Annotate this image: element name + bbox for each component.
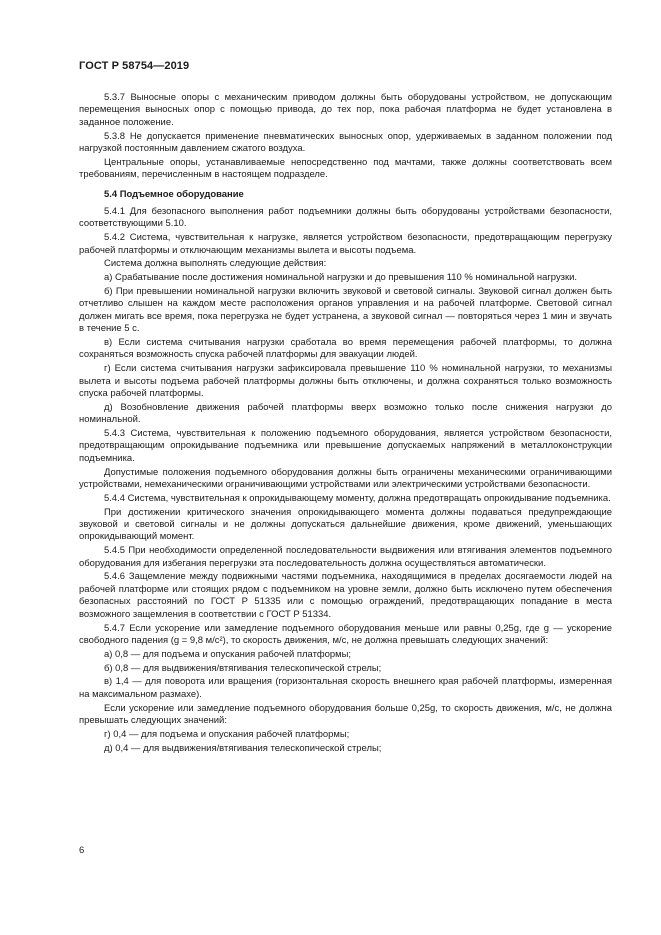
page-number: 6 (79, 845, 85, 856)
clause-5-4-6: 5.4.6 Защемление между подвижными частями подъемника, находящимися в пределах досягаемости людей на рабочей платформе или стоящих рядом с подъемником на уровне земли, должно быть исключено путем обеспечения безопасных расстояний по ГОСТ Р 51335 или с помощью ограждений, предотвращающих попадание в места возможного защемления в соответствии с ГОСТ Р 51334. (79, 571, 612, 620)
clause-5-4-7: 5.4.7 Если ускорение или замедление подъемного оборудования меньше или равны 0,25g, где g — ускорение свободного падения (g = 9,8 м/с²), то скорость движения, м/с, не должна превышать следующих значений: (79, 622, 612, 646)
clause-5-3-8: 5.3.8 Не допускается применение пневматических выносных опор, удерживаемых в заданном положении под нагрузкой постоянным давлением сжатого воздуха. (79, 130, 612, 155)
clause-5-4-3: 5.4.3 Система, чувствительная к положению подъемного оборудования, является устройством безопасности, предотвращающим опрокидывание подъемника или превышение допускаемых напряжений в металлоконструкции подъемника. (79, 428, 612, 464)
body-text (79, 92, 612, 756)
standard-id-header: ГОСТ Р 58754—2019 (79, 60, 190, 72)
list-item: в) 1,4 — для поворота или вращения (горизонтальная скорость внешнего края рабочей платформы, измеренная на максимальном размахе). (79, 676, 612, 700)
list-item: д) 0,4 — для выдвижения/втягивания телескопической стрелы; (104, 742, 382, 754)
list-item: б) 0,8 — для выдвижения/втягивания телескопической стрелы; (104, 662, 382, 674)
list-item: д) Возобновление движения рабочей платформы вверх возможно только после снижения нагрузки до номинальной. (79, 401, 612, 426)
clause-5-4-5: 5.4.5 При необходимости определенной последовательности выдвижения или втягивания элементов подъемного оборудования для избегания перегрузки эта последовательность должна осуществляться автоматически. (79, 545, 612, 569)
paragraph: При достижении критического значения опрокидывающего момента должны подаваться предупреждающие звуковой и световой сигналы и не должны допускаться дальнейшие движения, кроме движений, уменьшающих опрокидывающий момент. (79, 506, 612, 543)
list-item: в) Если система считывания нагрузки сработала во время перемещения рабочей платформы, то должна сохраняться возможность спуска рабочей платформы для эвакуации людей. (79, 337, 612, 361)
section-heading-5-4: 5.4 Подъемное оборудование (104, 188, 244, 200)
clause-5-4-4: 5.4.4 Система, чувствительная к опрокидывающему моменту, должна предотвращать опрокидывание подъемника. (104, 492, 611, 504)
list-item: а) 0,8 — для подъема и опускания рабочей платформы; (104, 648, 352, 660)
list-item: г) 0,4 — для подъема и опускания рабочей платформы; (104, 728, 350, 740)
clause-5-3-7: 5.3.7 Выносные опоры с механическим приводом должны быть оборудованы устройством, не допускающим перемещения выносных опор с помощью привода, до тех пор, пока рабочая платформа не будет установлена в заданное положение. (79, 92, 612, 128)
paragraph: Если ускорение или замедление подъемного оборудования больше 0,25g, то скорость движения, м/с, не должна превышать следующих значений: (79, 702, 612, 726)
clause-5-4-2: 5.4.2 Система, чувствительная к нагрузке, является устройством безопасности, предотвращающим перегрузку рабочей платформы и отключающим механизмы вылета и высоты подъема. (79, 232, 612, 256)
list-item: а) Срабатывание после достижения номинальной нагрузки и до превышения 110 % номинальной нагрузки. (104, 272, 578, 284)
paragraph: Система должна выполнять следующие действия: (104, 258, 327, 270)
paragraph: Центральные опоры, устанавливаемые непосредственно под мачтами, также должны соответствовать всем требованиям, перечисленным в настоящем подразделе. (79, 156, 612, 181)
clause-5-4-1: 5.4.1 Для безопасного выполнения работ подъемники должны быть оборудованы устройствами безопасности, соответствующими 5.10. (79, 206, 612, 230)
list-item: г) Если система считывания нагрузки зафиксировала превышение 110 % номинальной нагрузки, то механизмы вылета и высоты подъема рабочей платформы должны быть отключены, и должна сохраняться только возможность спуска рабочей платформы. (79, 363, 612, 400)
list-item: б) При превышении номинальной нагрузки включить звуковой и световой сигналы. Звуковой сигнал должен быть отчетливо слышен на каждом месте расположения органов управления и на рабочей платформе. Световой сигнал должен мигать все время, пока перегрузка не будет устранена, а звуковой сигнал — повторяться через 1 мин и звучать в течение 5 с. (79, 286, 612, 335)
paragraph: Допустимые положения подъемного оборудования должны быть ограничены механическими ограничивающими устройствами, немеханическими ограничивающими устройствами или электрическими устройствами безопасности. (79, 466, 612, 491)
